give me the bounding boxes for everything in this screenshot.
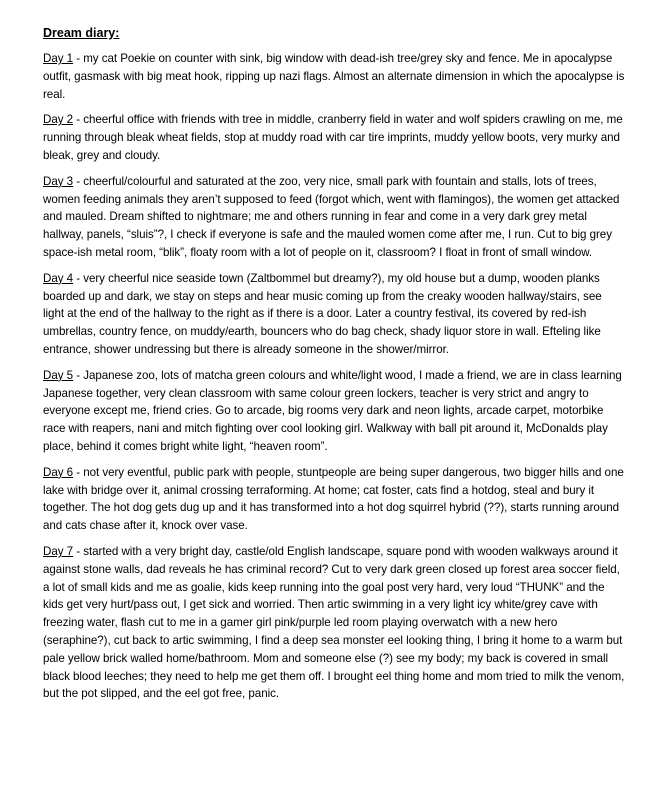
- entry-text: - very cheerful nice seaside town (Zaltbommel but dreamy?), my old house but a dump, wooden planks boarded up and dark, we stay on steps and hear music coming up from the creaky wooden hallway/stairs, see light at the end of the hallway to the right as if there is a door. Later a country festival, its covered by red-ish umbrellas, country fence, on muddy/earth, bouncers who do bag check, shady liquor store in wall. Efteling like entrance, shower undressing but there is already someone in the shower/mirror.: [43, 271, 602, 356]
- diary-entry-day-6: [43, 464, 625, 535]
- day-label: Day 2: [43, 113, 74, 127]
- document-title: Dream diary:: [43, 26, 120, 40]
- day-label: Day 6: [43, 465, 74, 479]
- day-label: Day 7: [43, 544, 74, 558]
- day-label: Day 3: [43, 174, 74, 188]
- entry-text: - cheerful office with friends with tree in middle, cranberry field in water and wolf spiders crawling on me, me running through bleak wheat fields, stop at muddy road with car tire imprints, muddy yellow boots, very murky and bleak, grey and cloudy.: [43, 113, 623, 162]
- entry-text: - my cat Poekie on counter with sink, big window with dead-ish tree/grey sky and fence. Me in apocalypse outfit, gasmask with big meat hook, ripping up nazi flags. Almost an alternate dimension in which the apocalypse is real.: [43, 52, 625, 101]
- day-label: Day 4: [43, 271, 74, 285]
- diary-entry-day-7: [43, 543, 625, 703]
- entry-text: - started with a very bright day, castle/old English landscape, square pond with wooden walkways around it against stone walls, dad reveals he has criminal record? Cut to very dark green closed up forest area soccer field, a lot of small kids and me as goalie, kids keep running into the goal post very hard, very loud “THUNK” and the kids get very hurt/pass out, I get sick and worried. Then artic swimming in a very light icy white/grey cave with freezing water, flash cut to me in a gamer girl pink/purple led room playing overwatch with a new hero (seraphine?), cut back to artic swimming, I find a deep sea monster eel looking thing, I bring it home to a warm but pale yellow brick walled home/bathroom. Mom and someone else (?) see my body; my back is covered in small black blood leeches; they need to help me get them off. I brought eel thing home and mom tried to milk the venom, but the pot slipped, and the eel got free, panic.: [43, 544, 625, 701]
- diary-entry-day-5: [43, 367, 625, 456]
- day-label: Day 1: [43, 52, 74, 65]
- diary-entry-day-3: [43, 173, 625, 262]
- entry-text: - cheerful/colourful and saturated at the zoo, very nice, small park with fountain and stalls, lots of trees, women feeding animals they aren’t supposed to feed (forgot which, went with flamingos), the women get attacked and mauled. Dream shifted to nightmare; me and others running in fear and come in a very dark grey metal hallway, panels, “sluis”?, I check if everyone is safe and the mauled women come after me, I run. Cut to big grey space-ish metal room, “blik”, floaty room with a lot of people on it, classroom? I float in front of small window.: [43, 174, 620, 259]
- diary-entry-day-1: [43, 50, 625, 103]
- diary-entry-day-4: [43, 270, 625, 359]
- entry-text: - Japanese zoo, lots of matcha green colours and white/light wood, I made a friend, we are in class learning Japanese together, very clean classroom with same colour green lockers, teacher is very strict and angry to everyone except me, friend cries. Go to arcade, big rooms very dark and neon lights, arcade carpet, motorbike race with reapers, nani and mitch fighting over cool looking girl. Walkway with ball pit around it, McDonalds play place, behind it comes bright white light, “heaven room”.: [43, 368, 622, 453]
- day-label: Day 5: [43, 368, 74, 382]
- entry-text: - not very eventful, public park with people, stuntpeople are being super dangerous, two bigger hills and one lake with bridge over it, animal crossing terraforming. At home; cat foster, cats find a hotdog, steal and bury it together. The hot dog gets dug up and it has transformed into a hot dog squirrel hybrid (??), starts running around and cats chase after it, knock over vase.: [43, 465, 624, 533]
- diary-entry-day-2: [43, 111, 625, 164]
